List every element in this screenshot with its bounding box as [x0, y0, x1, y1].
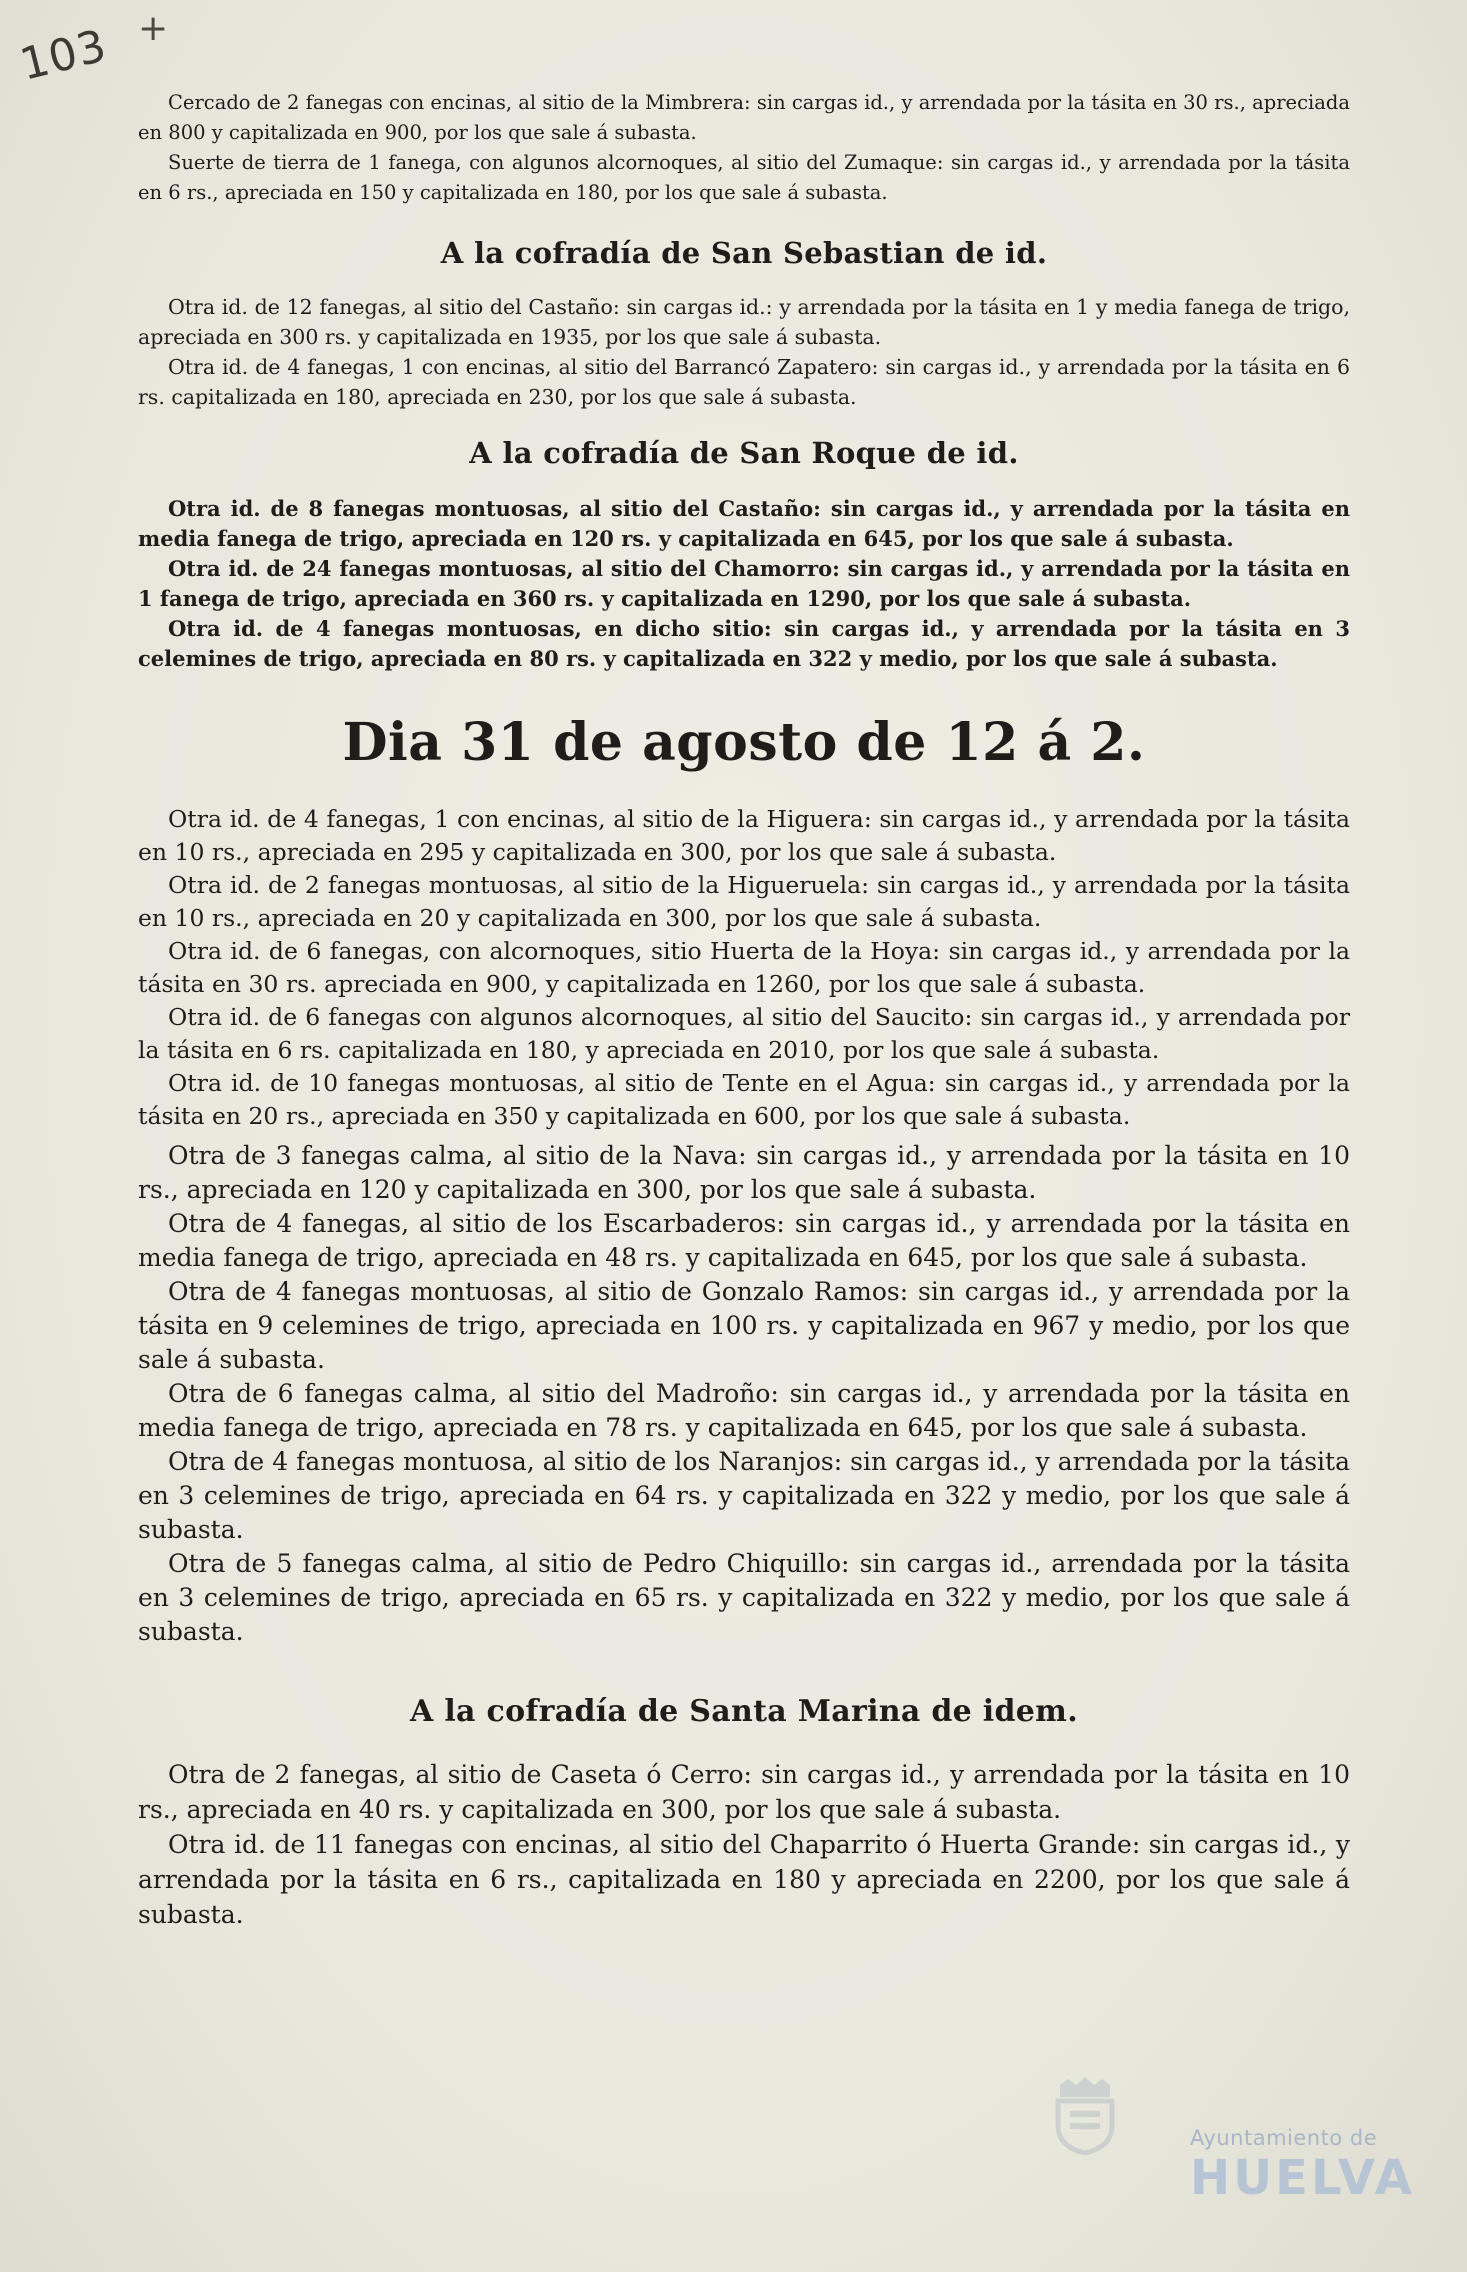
entry: Otra id. de 4 fanegas, 1 con encinas, al sitio del Barrancó Zapatero: sin cargas id., y arrendada por la tásita en 6 rs. capitalizada en 180, apreciada en 230, por los que sale á subasta.	[138, 355, 1350, 409]
section-heading: A la cofradía de San Sebastian de id.	[440, 236, 1048, 270]
section-opening	[138, 88, 1350, 208]
entry: Otra id. de 2 fanegas montuosas, al sitio de la Higueruela: sin cargas id., y arrendada por la tásita en 10 rs., apreciada en 20 y capitalizada en 300, por los que sale á subasta.	[138, 871, 1350, 932]
entry: Otra de 4 fanegas montuosas, al sitio de Gonzalo Ramos: sin cargas id., y arrendada por la tásita en 9 celemines de trigo, apreciada en 100 rs. y capitalizada en 967 y medio, por los que sale á subasta.	[138, 1277, 1350, 1374]
section-dia-31	[138, 712, 1350, 1133]
section-otra-entries	[138, 1139, 1350, 1649]
entries-san-roque	[138, 494, 1350, 674]
watermark-line2: HUELVA	[1190, 2150, 1415, 2206]
entry: Otra de 6 fanegas calma, al sitio del Madroño: sin cargas id., y arrendada por la tásita en media fanega de trigo, apreciada en 78 rs. y capitalizada en 645, por los que sale á subasta.	[138, 1379, 1350, 1442]
coat-of-arms-icon	[1050, 2075, 1120, 2155]
entries-santa-marina	[138, 1757, 1350, 1932]
entry: Otra id. de 4 fanegas, 1 con encinas, al sitio de la Higuera: sin cargas id., y arrendada por la tásita en 10 rs., apreciada en 295 y capitalizada en 300, por los que sale á subasta.	[138, 805, 1350, 866]
entry: Cercado de 2 fanegas con encinas, al sitio de la Mimbrera: sin cargas id., y arrendada por la tásita en 30 rs., apreciada en 800 y capitalizada en 900, por los que sale á subasta.	[138, 91, 1350, 144]
folio-number: 103	[15, 20, 112, 91]
entries-san-sebastian	[138, 292, 1350, 412]
entry: Otra id. de 6 fanegas con algunos alcornoques, al sitio del Saucito: sin cargas id., y arrendada por la tásita en 6 rs. capitalizada en 180, y apreciada en 2010, por los que sale á subasta.	[138, 1003, 1350, 1064]
entry: Otra de 4 fanegas, al sitio de los Escarbaderos: sin cargas id., y arrendada por la tásita en media fanega de trigo, apreciada en 48 rs. y capitalizada en 645, por los que sale á subasta.	[138, 1209, 1350, 1272]
entry: Otra de 2 fanegas, al sitio de Caseta ó Cerro: sin cargas id., y arrendada por la tásita en 10 rs., apreciada en 40 rs. y capitalizada en 300, por los que sale á subasta.	[138, 1760, 1350, 1824]
entry: Otra de 4 fanegas montuosa, al sitio de los Naranjos: sin cargas id., y arrendada por la tásita en 3 celemines de trigo, apreciada en 64 rs. y capitalizada en 322 y medio, por los que sale á subasta.	[138, 1447, 1350, 1544]
section-san-roque	[138, 436, 1350, 674]
section-san-sebastian	[138, 236, 1350, 412]
entry: Otra id. de 11 fanegas con encinas, al sitio del Chaparrito ó Huerta Grande: sin cargas id., y arrendada por la tásita en 6 rs., capitalizada en 180 y apreciada en 2200, por los que sale á subasta.	[138, 1830, 1350, 1929]
entry: Otra id. de 8 fanegas montuosas, al sitio del Castaño: sin cargas id., y arrendada por la tásita en media fanega de trigo, apreciada en 120 rs. y capitalizada en 645, por los que sale á subasta.	[138, 496, 1350, 551]
section-heading: A la cofradía de San Roque de id.	[469, 436, 1019, 470]
date-heading: Dia 31 de agosto de 12 á 2.	[342, 712, 1146, 773]
watermark-line1: Ayuntamiento de	[1190, 2126, 1378, 2150]
entry: Otra id. de 10 fanegas montuosas, al sitio de Tente en el Agua: sin cargas id., y arrendada por la tásita en 20 rs., apreciada en 350 y capitalizada en 600, por los que sale á subasta.	[138, 1069, 1350, 1130]
document-body	[138, 88, 1350, 1932]
entry: Otra id. de 24 fanegas montuosas, al sitio del Chamorro: sin cargas id., y arrendada por la tásita en 1 fanega de trigo, apreciada en 360 rs. y capitalizada en 1290, por los que sale á subasta.	[138, 556, 1350, 611]
entries-opening	[138, 88, 1350, 208]
entry: Otra de 3 fanegas calma, al sitio de la Nava: sin cargas id., y arrendada por la tásita en 10 rs., apreciada en 120 y capitalizada en 300, por los que sale á subasta.	[138, 1141, 1350, 1204]
entries-dia-31	[138, 803, 1350, 1133]
entry: Suerte de tierra de 1 fanega, con algunos alcornoques, al sitio del Zumaque: sin cargas id., y arrendada por la tásita en 6 rs., apreciada en 150 y capitalizada en 180, por los que sale á subasta.	[138, 151, 1350, 204]
handwritten-mark: +	[138, 8, 169, 49]
entry: Otra id. de 4 fanegas montuosas, en dicho sitio: sin cargas id., y arrendada por la tásita en 3 celemines de trigo, apreciada en 80 rs. y capitalizada en 322 y medio, por los que sale á subasta.	[138, 616, 1350, 671]
section-santa-marina	[138, 1694, 1350, 1932]
entry: Otra id. de 6 fanegas, con alcornoques, sitio Huerta de la Hoya: sin cargas id., y arrendada por la tásita en 30 rs. apreciada en 900, y capitalizada en 1260, por los que sale á subasta.	[138, 937, 1350, 998]
section-heading: A la cofradía de Santa Marina de idem.	[410, 1694, 1078, 1729]
entry: Otra de 5 fanegas calma, al sitio de Pedro Chiquillo: sin cargas id., arrendada por la tásita en 3 celemines de trigo, apreciada en 65 rs. y capitalizada en 322 y medio, por los que sale á subasta.	[138, 1549, 1350, 1646]
entries-otra	[138, 1139, 1350, 1649]
entry: Otra id. de 12 fanegas, al sitio del Castaño: sin cargas id.: y arrendada por la tásita en 1 y media fanega de trigo, apreciada en 300 rs. y capitalizada en 1935, por los que sale á subasta.	[138, 295, 1350, 349]
